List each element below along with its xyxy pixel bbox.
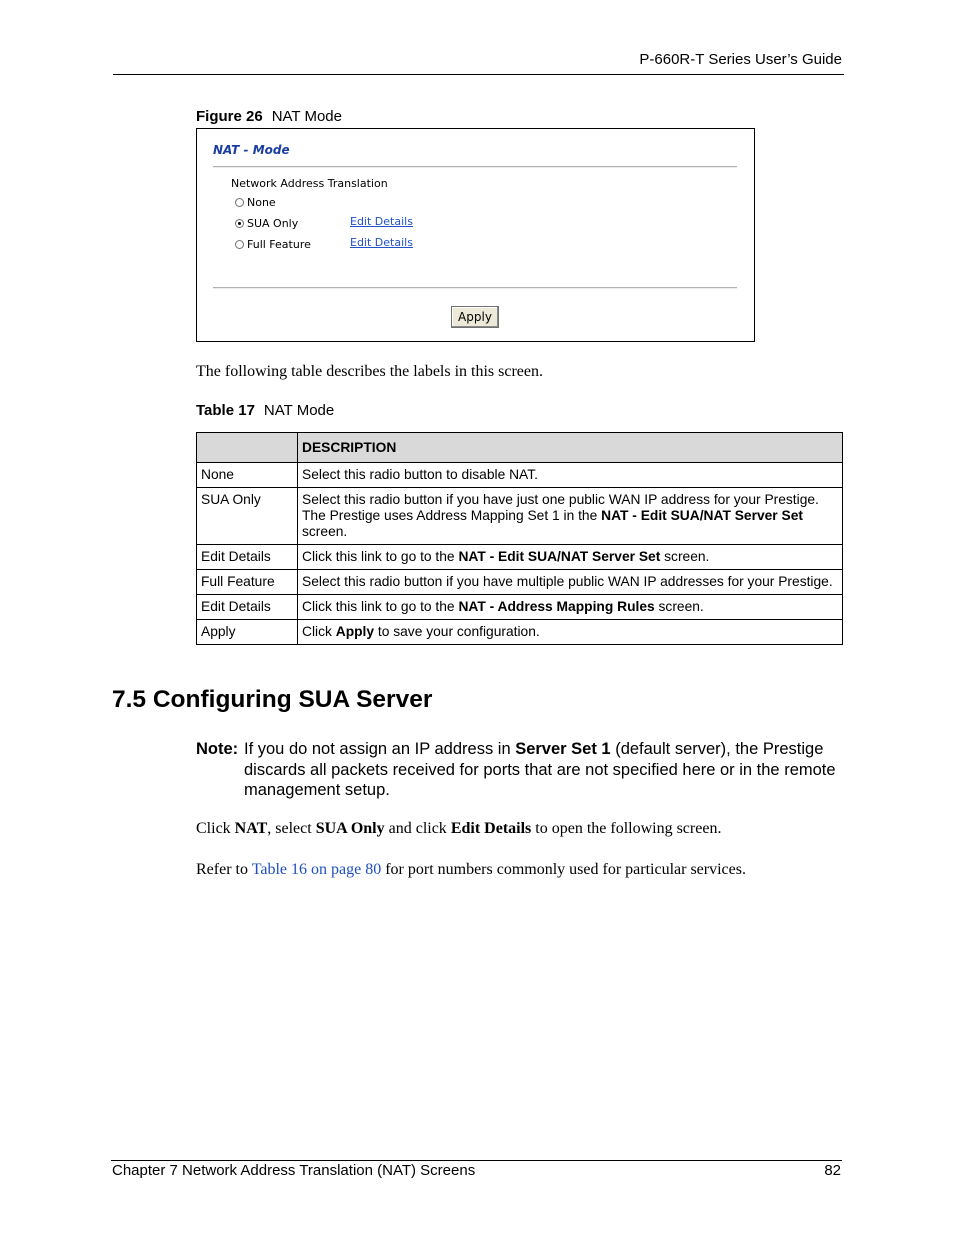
- table16-link[interactable]: Table 16 on page 80: [251, 861, 382, 878]
- figure-caption: [196, 108, 342, 125]
- row-label-cell: SUA Only: [197, 488, 298, 545]
- row-description-cell: [298, 620, 843, 645]
- text-segment: screen.: [660, 549, 710, 564]
- top-divider: [213, 166, 737, 168]
- bold-text: NAT - Edit SUA/NAT Server Set: [458, 549, 661, 564]
- row-description-cell: [298, 488, 843, 545]
- refer-paragraph: [196, 861, 746, 879]
- table-caption: [196, 402, 334, 419]
- edit-details-sua-link[interactable]: Edit Details: [350, 215, 413, 228]
- nat-mode-title: NAT - Mode: [213, 143, 290, 157]
- click-instruction-paragraph: [196, 820, 721, 838]
- radio-none[interactable]: [235, 198, 244, 207]
- header-rule: [113, 74, 844, 75]
- text-segment: screen.: [654, 599, 704, 614]
- row-label-cell: Full Feature: [197, 570, 298, 595]
- text-segment: Click this link to go to the: [302, 599, 459, 614]
- text-segment: Select this radio button if you have just one public WAN IP address for your Prestige. The Prestige uses Address Mapping Set 1 in the: [302, 492, 819, 523]
- text-segment: Click this link to go to the: [302, 549, 459, 564]
- radio-sua-only[interactable]: [235, 219, 244, 228]
- page-number: 82: [824, 1162, 841, 1179]
- bold-text: NAT - Address Mapping Rules: [458, 599, 655, 614]
- running-header: P-660R-T Series User’s Guide: [639, 51, 842, 68]
- footer-chapter: Chapter 7 Network Address Translation (NAT) Screens: [112, 1162, 476, 1179]
- option-full-feature-label: Full Feature: [247, 238, 311, 251]
- table-header-row: [197, 433, 843, 463]
- option-sua-only[interactable]: [235, 217, 298, 230]
- apply-button[interactable]: Apply: [451, 306, 499, 328]
- row-description-cell: [298, 545, 843, 570]
- row-description-cell: [298, 570, 843, 595]
- text-segment: to save your configuration.: [374, 624, 540, 639]
- header-cell-label: [197, 433, 298, 463]
- table-row: [197, 463, 843, 488]
- figure-title: NAT Mode: [271, 108, 342, 125]
- row-label-cell: Apply: [197, 620, 298, 645]
- bold-text: Apply: [335, 624, 375, 639]
- section-heading: 7.5 Configuring SUA Server: [112, 686, 433, 713]
- figure-number: Figure 26: [196, 108, 263, 125]
- bottom-divider: [213, 287, 737, 289]
- text-segment: Select this radio button if you have multiple public WAN IP addresses for your Prestige.: [302, 574, 833, 589]
- row-label-cell: None: [197, 463, 298, 488]
- bold-text: NAT - Edit SUA/NAT Server Set: [601, 508, 803, 523]
- table-row: [197, 570, 843, 595]
- text-segment: (default server), the Prestige discards all packets received for ports that are not specified here or in the remote management setup.: [244, 740, 836, 799]
- table-number: Table 17: [196, 402, 255, 419]
- row-label-cell: Edit Details: [197, 545, 298, 570]
- edit-details-full-link[interactable]: Edit Details: [350, 236, 413, 249]
- note-text: [244, 739, 846, 801]
- text-segment: to open the following screen.: [531, 820, 722, 837]
- bold-text: Edit Details: [450, 820, 532, 837]
- radio-full-feature[interactable]: [235, 240, 244, 249]
- bold-text: Server Set 1: [515, 740, 611, 758]
- bold-text: NAT: [234, 820, 268, 837]
- footer-rule: [111, 1160, 842, 1161]
- table-row: [197, 545, 843, 570]
- option-full-feature[interactable]: [235, 238, 311, 251]
- table-row: [197, 620, 843, 645]
- nat-mode-table: [196, 432, 843, 645]
- nat-mode-screenshot: [196, 128, 755, 342]
- note-block: [196, 739, 846, 801]
- row-label-cell: Edit Details: [197, 595, 298, 620]
- row-description-cell: [298, 595, 843, 620]
- refer-before: Refer to: [196, 861, 252, 878]
- option-sua-only-label: SUA Only: [247, 217, 299, 230]
- text-segment: Click: [196, 820, 235, 837]
- table-row: [197, 595, 843, 620]
- option-none[interactable]: [235, 196, 276, 209]
- text-segment: screen.: [302, 524, 348, 539]
- nat-section-label: Network Address Translation: [231, 177, 388, 190]
- refer-after: for port numbers commonly used for particular services.: [381, 861, 746, 878]
- bold-text: SUA Only: [315, 820, 385, 837]
- table-row: [197, 488, 843, 545]
- intro-paragraph: The following table describes the labels in this screen.: [196, 363, 544, 380]
- header-cell-description: DESCRIPTION: [298, 433, 843, 463]
- note-label: Note:: [196, 740, 239, 758]
- text-segment: , select: [267, 820, 316, 837]
- option-none-label: None: [247, 196, 276, 209]
- table-title: NAT Mode: [263, 402, 335, 419]
- text-segment: Click: [302, 624, 336, 639]
- text-segment: and click: [384, 820, 451, 837]
- text-segment: If you do not assign an IP address in: [244, 740, 516, 758]
- text-segment: Select this radio button to disable NAT.: [302, 467, 538, 482]
- row-description-cell: [298, 463, 843, 488]
